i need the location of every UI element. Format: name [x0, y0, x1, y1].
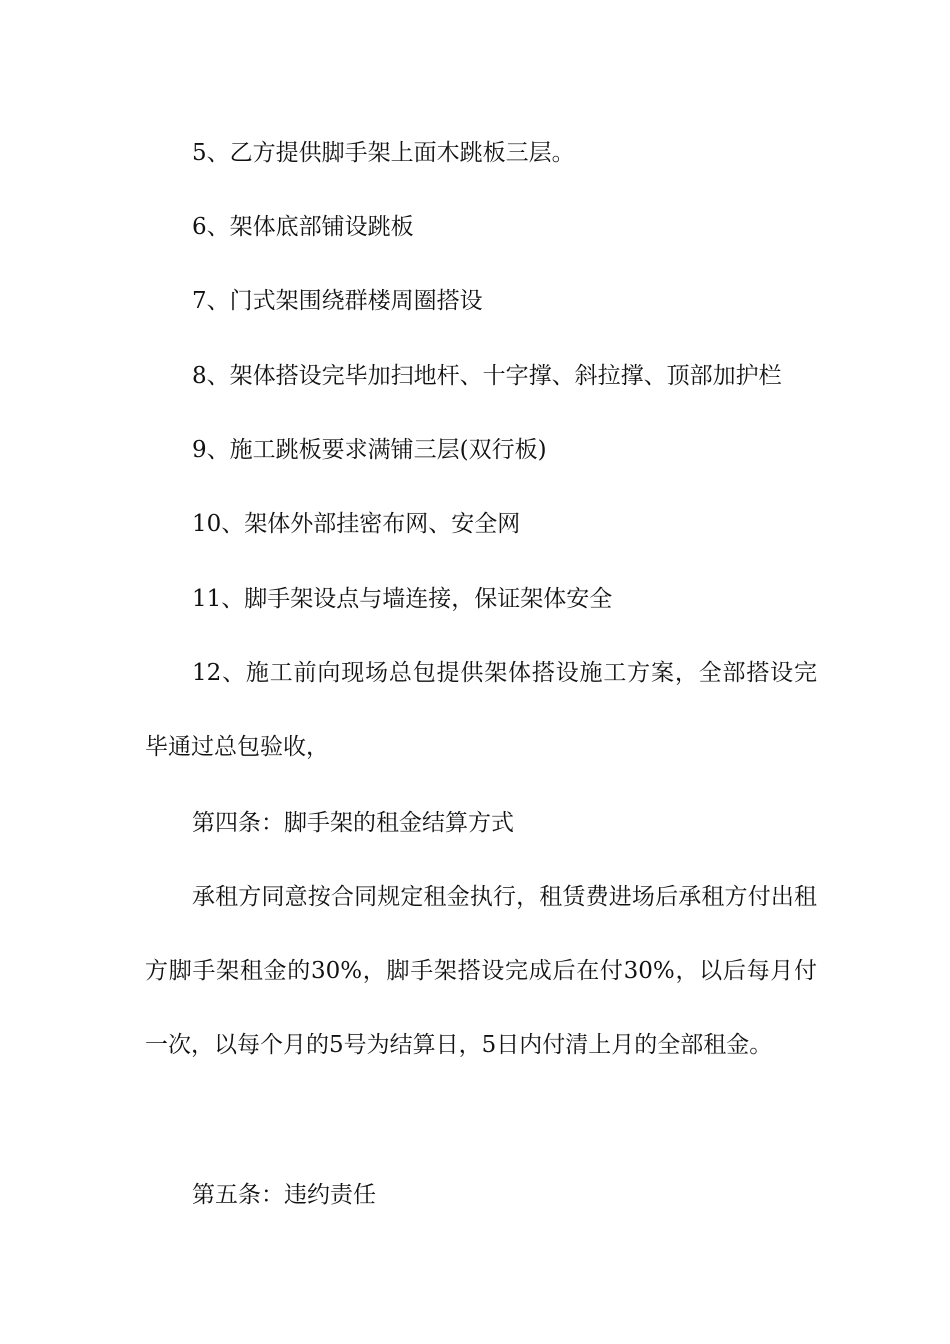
paragraph-item-7: 7、门式架围绕群楼周圈搭设 — [192, 288, 483, 314]
paragraph-item-9: 9、施工跳板要求满铺三层(双行板) — [192, 437, 547, 463]
paragraph-item-6: 6、架体底部铺设跳板 — [192, 214, 414, 240]
section-heading-article-4: 第四条：脚手架的租金结算方式 — [192, 810, 514, 836]
section-heading-article-5: 第五条：违约责任 — [192, 1182, 376, 1208]
paragraph-item-8: 8、架体搭设完毕加扫地杆、十字撑、斜拉撑、顶部加护栏 — [192, 363, 782, 389]
paragraph-item-11: 11、脚手架设点与墙连接，保证架体安全 — [192, 586, 613, 612]
paragraph-rent-payment: 承租方同意按合同规定租金执行，租赁费进场后承租方付出租方脚手架租金的30%，脚手架搭设完成后在付30%，以后每月付一次，以每个月的5号为结算日，5日内付清上月的全部租金。 — [145, 884, 817, 1058]
paragraph-item-10: 10、架体外部挂密布网、安全网 — [192, 511, 521, 537]
paragraph-item-5: 5、乙方提供脚手架上面木跳板三层。 — [192, 140, 575, 166]
paragraph-item-12: 12、施工前向现场总包提供架体搭设施工方案，全部搭设完毕通过总包验收， — [145, 660, 817, 760]
